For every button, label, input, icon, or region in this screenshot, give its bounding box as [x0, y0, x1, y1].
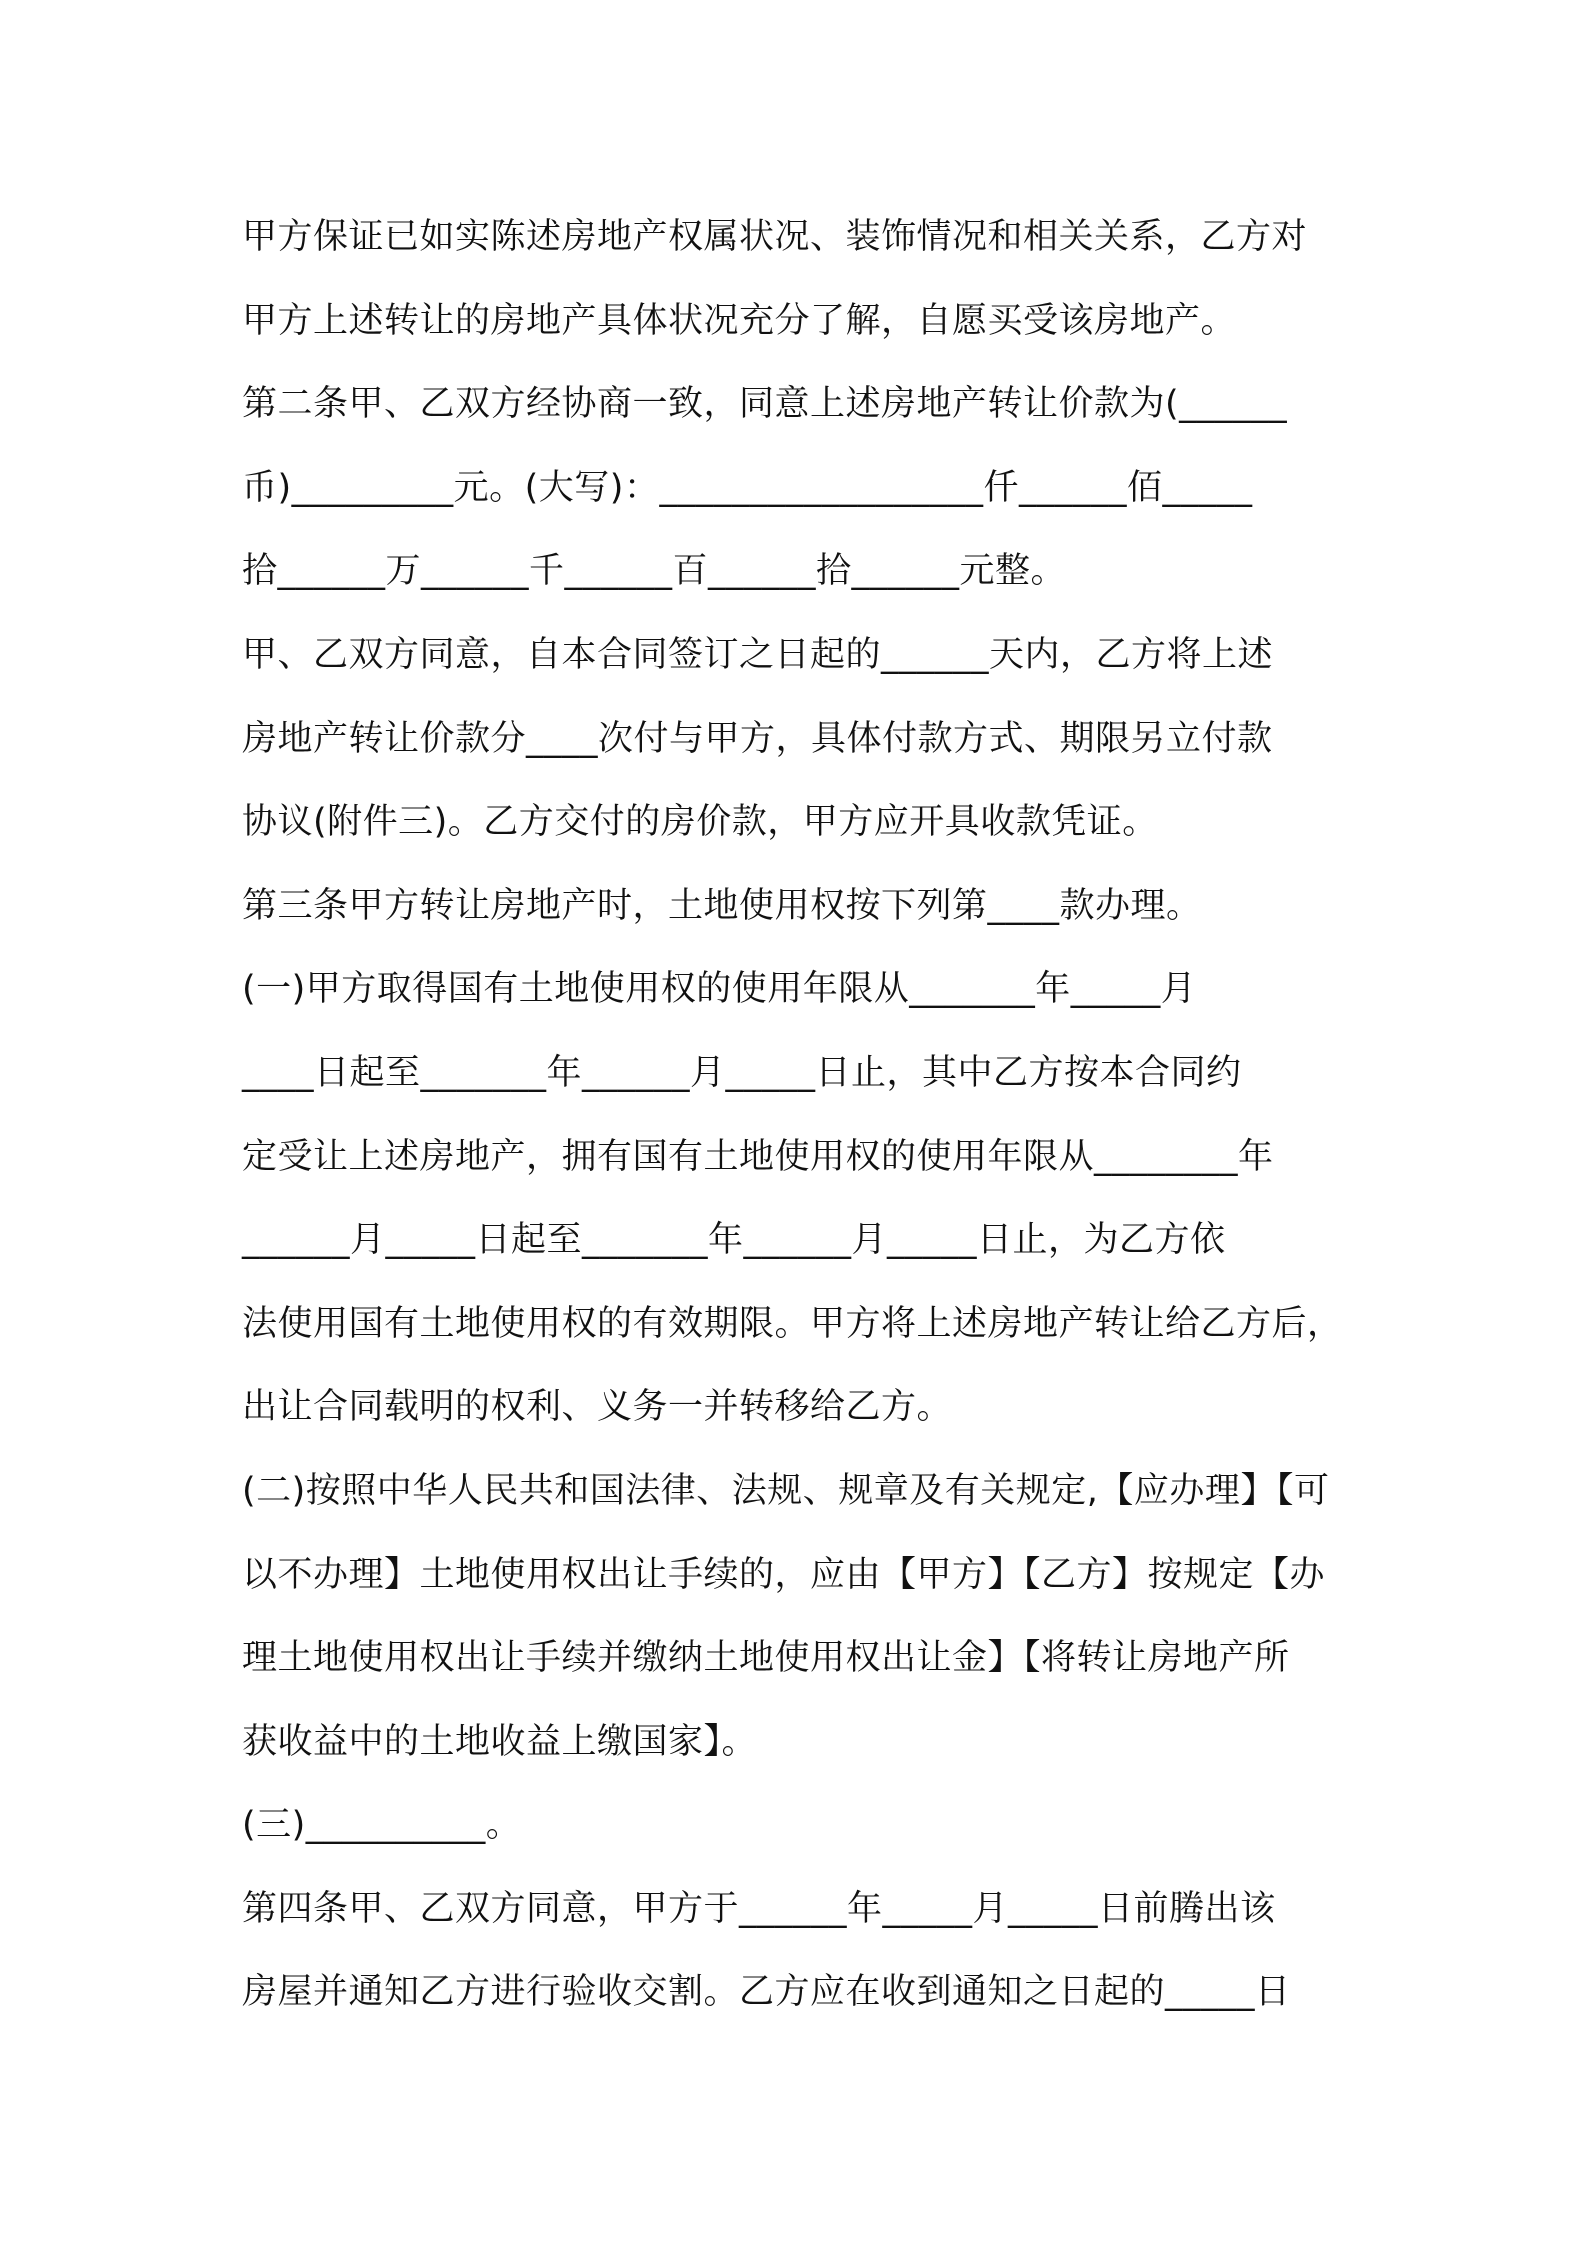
text-line: 出让合同载明的权利、义务一并转移给乙方。: [242, 1387, 953, 1428]
text-line: 房屋并通知乙方进行验收交割。乙方应在收到通知之日起的_____日: [242, 1972, 1291, 2013]
text-line: 定受让上述房地产，拥有国有土地使用权的使用年限从________年: [242, 1136, 1274, 1177]
text-line: 甲方上述转让的房地产具体状况充分了解，自愿买受该房地产。: [242, 300, 1237, 341]
contract-body: [242, 196, 1382, 2035]
text-line: 获收益中的土地收益上缴国家】。: [242, 1721, 758, 1762]
text-line: 拾______万______千______百______拾______元整。: [242, 551, 1067, 592]
text-line: ______月_____日起至_______年______月_____日止，为乙方依: [242, 1220, 1226, 1261]
text-line: (一)甲方取得国有土地使用权的使用年限从_______年_____月: [242, 969, 1197, 1010]
text-line: 协议(附件三)。乙方交付的房价款，甲方应开具收款凭证。: [242, 802, 1158, 843]
text-line: 第四条甲、乙双方同意，甲方于______年_____月_____日前腾出该: [242, 1888, 1276, 1929]
text-line: (三)__________。: [242, 1805, 522, 1846]
text-line: 第三条甲方转让房地产时，土地使用权按下列第____款办理。: [242, 885, 1202, 926]
text-line: 甲、乙双方同意，自本合同签订之日起的______天内，乙方将上述: [242, 634, 1274, 675]
text-line: (二)按照中华人民共和国法律、法规、规章及有关规定,【应办理】【可: [242, 1470, 1330, 1511]
text-line: 法使用国有土地使用权的有效期限。甲方将上述房地产转让给乙方后，: [242, 1303, 1343, 1344]
text-line: 以不办理】土地使用权出让手续的，应由【甲方】【乙方】按规定【办: [242, 1554, 1326, 1595]
text-line: 币)_________元。(大写)：__________________仟______佰_____: [242, 467, 1253, 508]
text-line: 房地产转让价款分____次付与甲方，具体付款方式、期限另立付款: [242, 718, 1273, 759]
text-line: ____日起至_______年______月_____日止，其中乙方按本合同约: [242, 1052, 1242, 1093]
text-line: 第二条甲、乙双方经协商一致，同意上述房地产转让价款为(______: [242, 384, 1288, 425]
text-line: 理土地使用权出让手续并缴纳土地使用权出让金】【将转让房地产所: [242, 1638, 1290, 1679]
text-line: 甲方保证已如实陈述房地产权属状况、装饰情况和相关关系，乙方对: [242, 217, 1308, 257]
